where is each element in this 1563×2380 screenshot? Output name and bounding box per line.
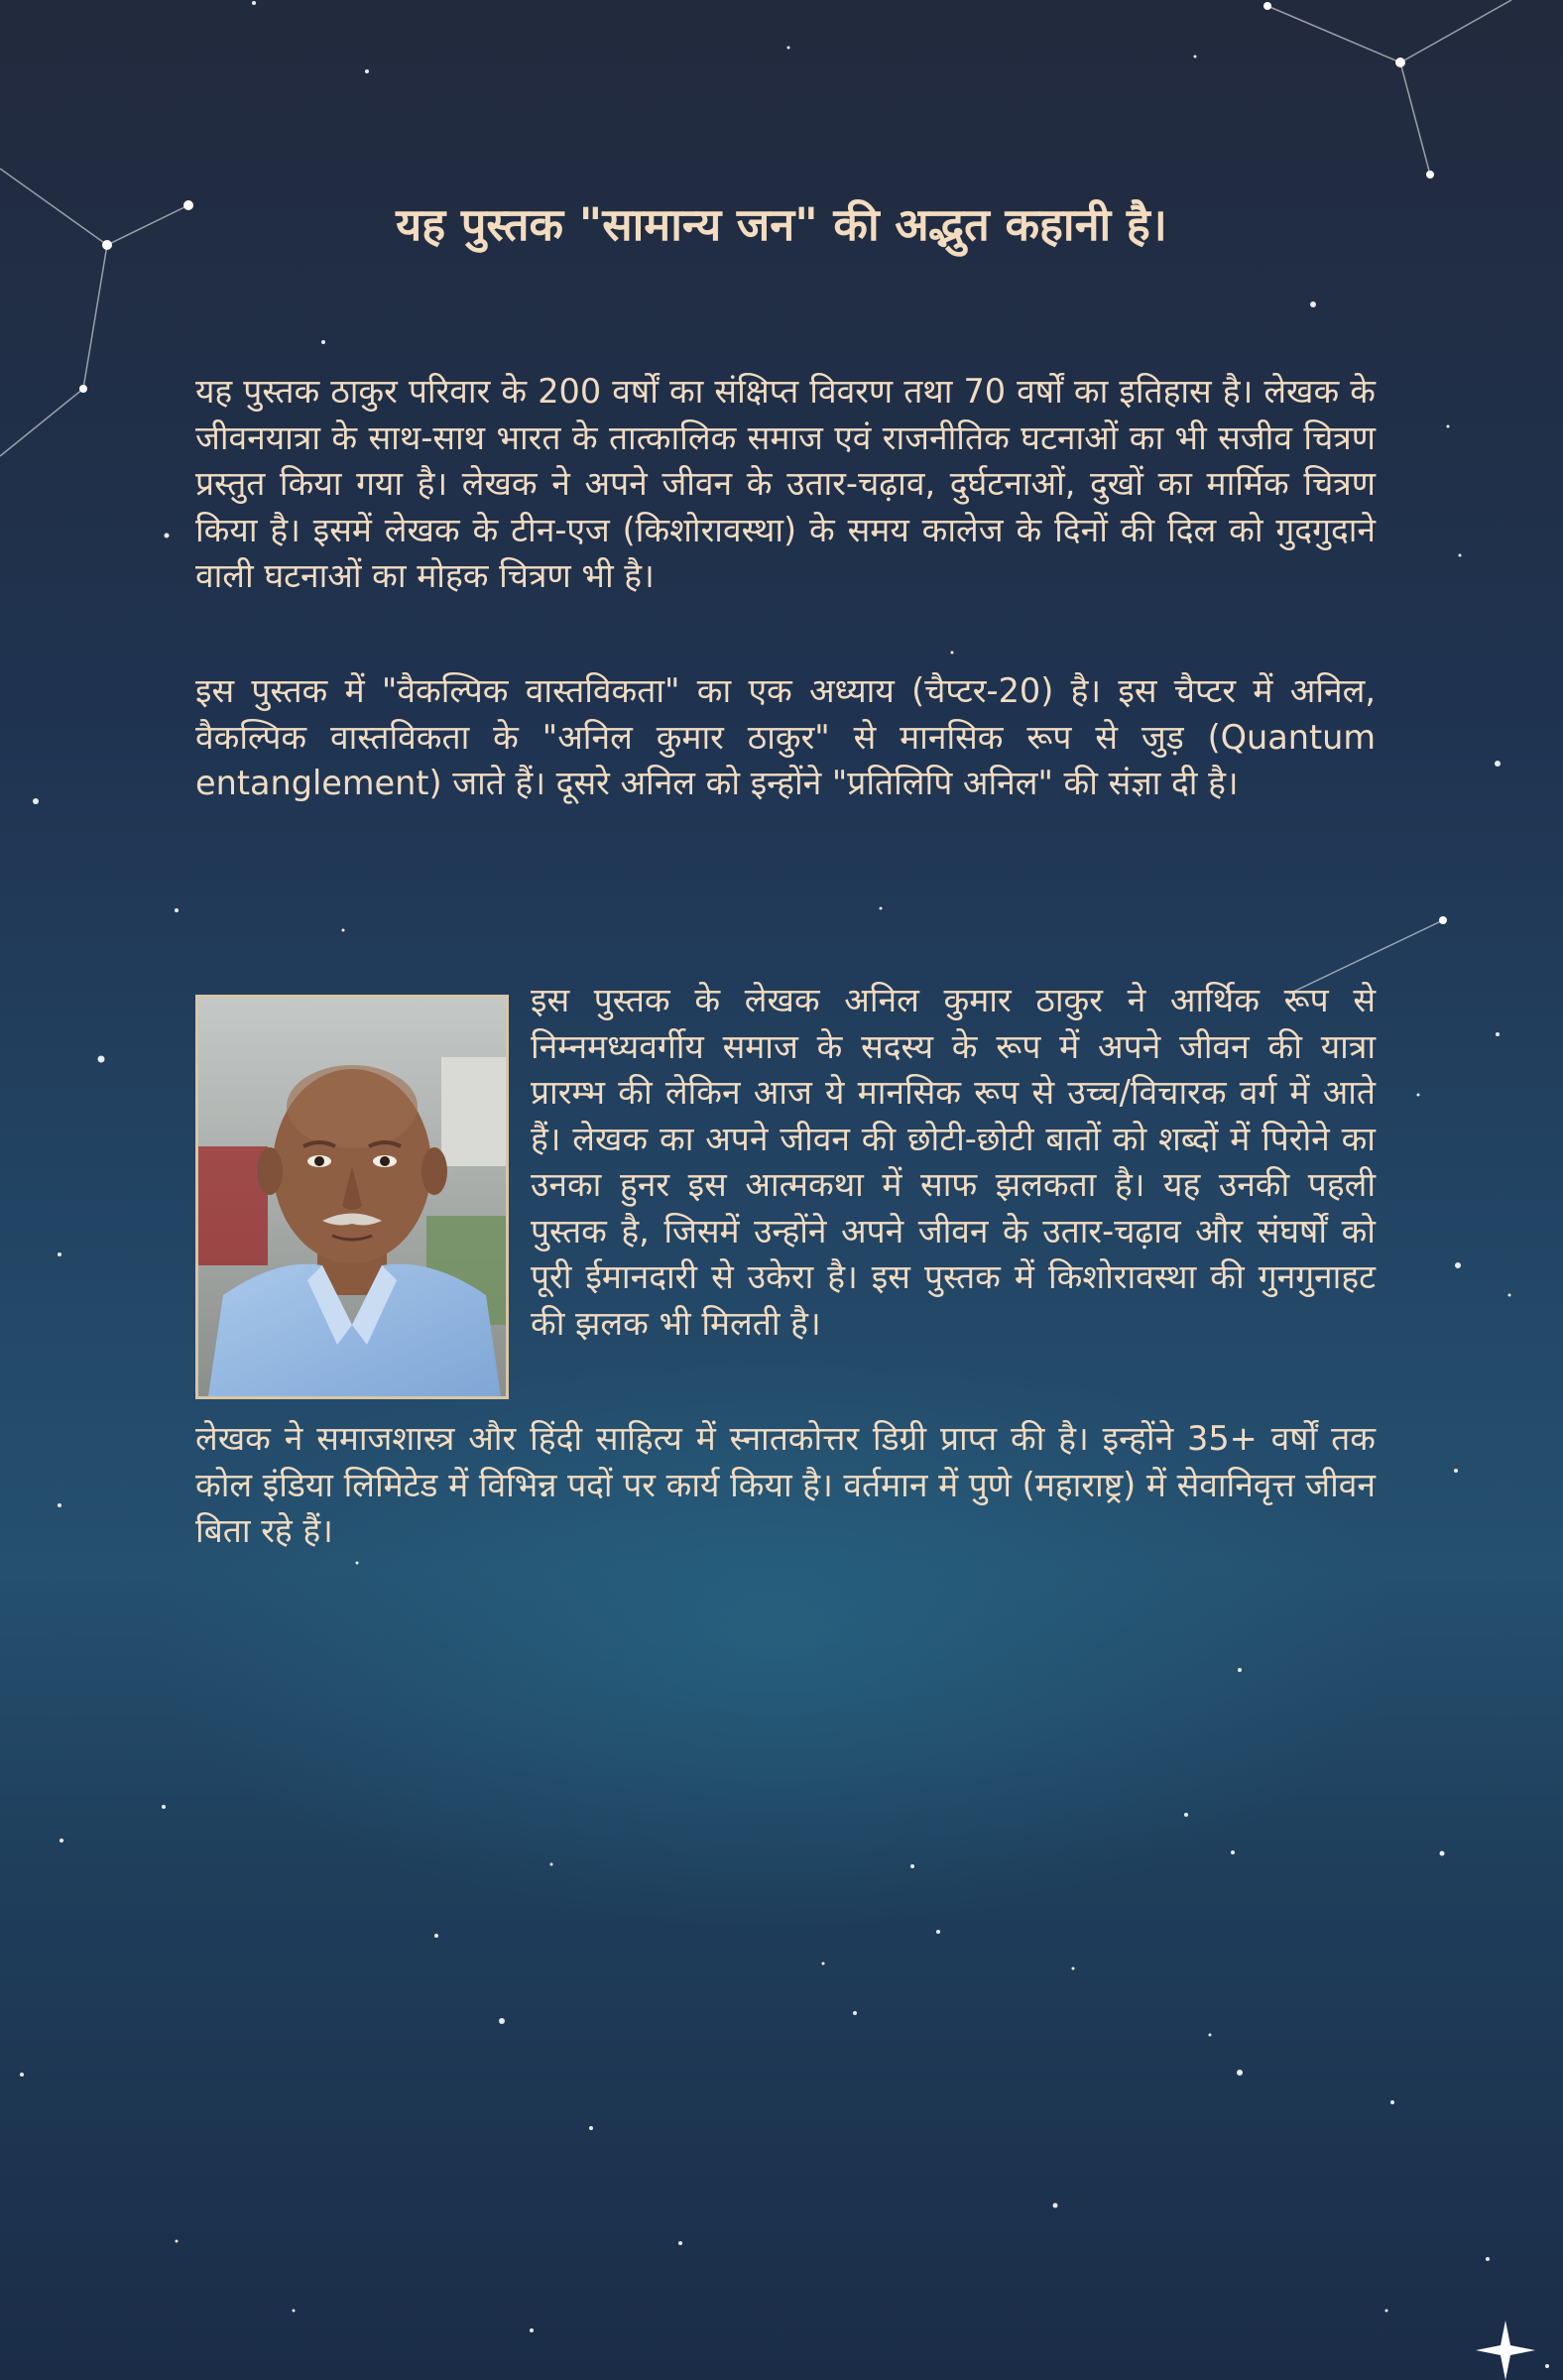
- author-portrait-image: [198, 998, 506, 1396]
- constellation-left-stars: [79, 200, 193, 393]
- author-paragraph: इस पुस्तक के लेखक अनिल कुमार ठाकुर ने आर्थिक रूप से निम्नमध्यवर्गीय समाज के सदस्य के रूप में अपने जीवन की यात्रा प्रारम्भ की लेकिन आज ये मानसिक रूप से उच्च/विचारक वर्ग में आते हैं। लेखक का अपने जीवन की छोटी-छोटी बातों को शब्दों में पिरोने का उनका हुनर इस आत्मकथा में साफ झलकता है। यह उनकी पहली पुस्तक है, जिसमें उन्होंने अपने जीवन के उतार-चढ़ाव और संघर्षों को पूरी ईमानदारी से उकेरा है। इस पुस्तक में किशोरावस्था की गुनगुनाहट की झलक भी मिलती है।: [531, 981, 1376, 1343]
- career-paragraph: लेखक ने समाजशास्त्र और हिंदी साहित्य में स्नातकोत्तर डिग्री प्राप्त की है। इन्होंने 35+ वर्षों तक कोल इंडिया लिमिटेड में विभिन्न पदों पर कार्य किया है। वर्तमान में पुणे (महाराष्ट्र) में सेवानिवृत्त जीवन बिता रहे हैं।: [195, 1419, 1376, 1550]
- chapter-paragraph: इस पुस्तक में "वैकल्पिक वास्तविकता" का एक अध्याय (चैप्टर-20) है। इस चैप्टर में अनिल, वैकल्पिक वास्तविकता के "अनिल कुमार ठाकुर" से मानसिक रूप से जुड़ (Quantum entanglement) जाते हैं। दूसरे अनिल को इन्होंने "प्रतिलिपि अनिल" की संज्ञा दी है।: [195, 671, 1376, 802]
- author-photo: [195, 995, 509, 1399]
- bright-star-icon: [1476, 2320, 1535, 2380]
- page-title: यह पुस्तक "सामान्य जन" की अद्भुत कहानी है।: [396, 198, 1167, 251]
- constellation-left: [0, 169, 188, 456]
- intro-paragraph: यह पुस्तक ठाकुर परिवार के 200 वर्षों का संक्षिप्त विवरण तथा 70 वर्षों का इतिहास है। लेखक के जीवनयात्रा के साथ-साथ भारत के तात्कालिक समाज एवं राजनीतिक घटनाओं का भी सजीव चित्रण प्रस्तुत किया गया है। लेखक ने अपने जीवन के उतार-चढ़ाव, दुर्घटनाओं, दुखों का मार्मिक चित्रण किया है। इसमें लेखक के टीन-एज (किशोरावस्था) के समय कालेज के दिनों की दिल को गुदगुदाने वाली घटनाओं का मोहक चित्रण भी है।: [195, 372, 1376, 595]
